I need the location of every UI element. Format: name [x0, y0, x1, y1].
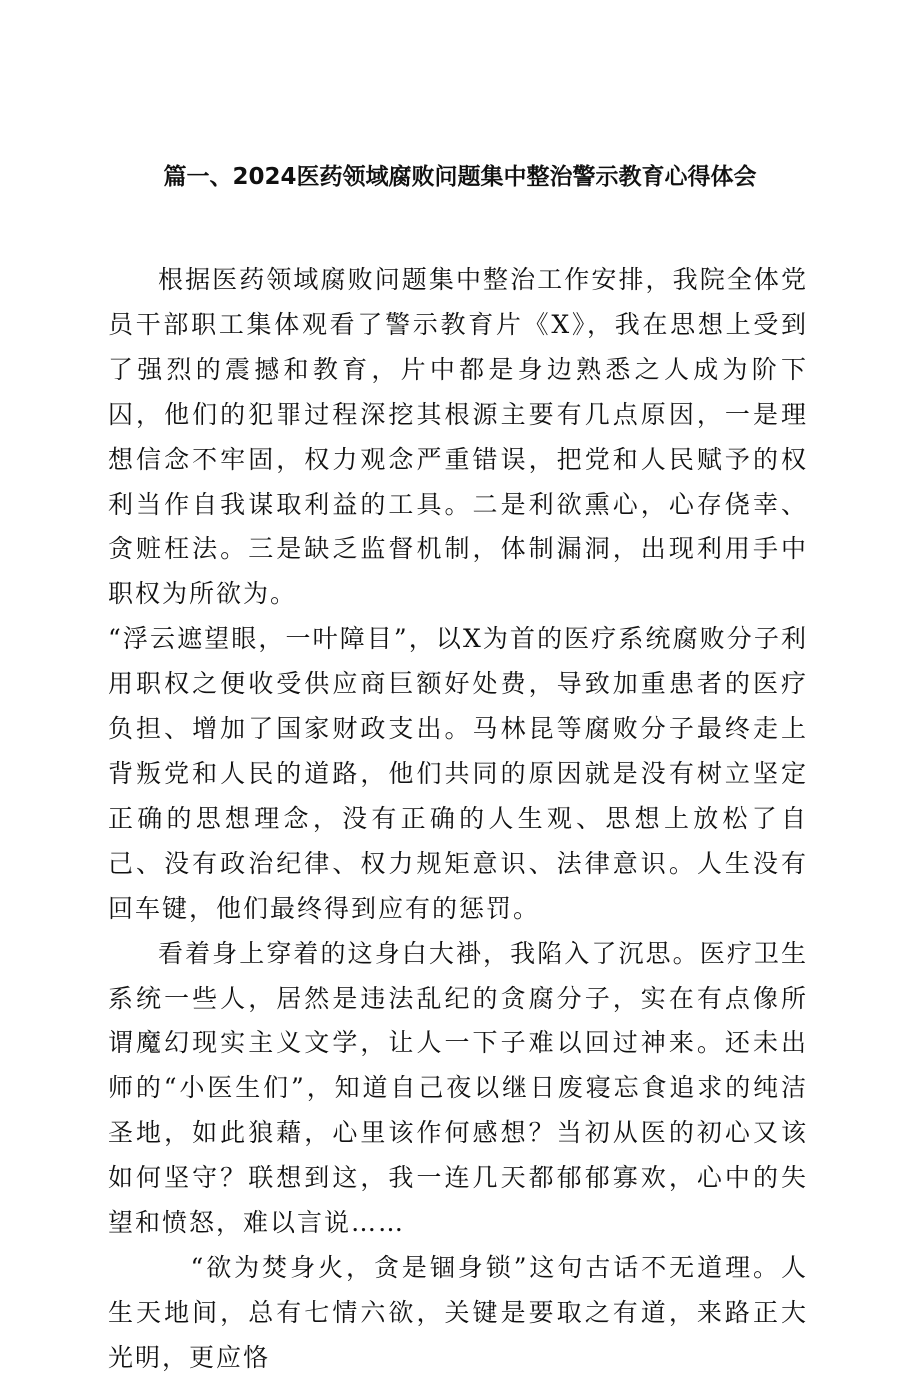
paragraph-3: 看着身上穿着的这身白大褂，我陷入了沉思。医疗卫生系统一些人，居然是违法乱纪的贪腐分子，实在有点像所谓魔幻现实主义文学，让人一下子难以回过神来。还未出师的“小医生们”，知道自己夜以继日废寝忘食追求的纯洁圣地，如此狼藉，心里该作何感想？当初从医的初心又该如何坚守？联想到这，我一连几天都郁郁寡欢，心中的失望和愤怒，难以言说……	[108, 938, 808, 1238]
paragraph-2: “浮云遮望眼，一叶障目”，以X为首的医疗系统腐败分子利用职权之便收受供应商巨额好处费，导致加重患者的医疗负担、增加了国家财政支出。马林昆等腐败分子最终走上背叛党和人民的道路，他们共同的原因就是没有树立坚定正确的思想理念，没有正确的人生观、思想上放松了自己、没有政治纪律、权力规矩意识、法律意识。人生没有回车键，他们最终得到应有的惩罚。	[108, 624, 808, 923]
document-body	[108, 258, 808, 1381]
paragraph-1: 根据医药领域腐败问题集中整治工作安排，我院全体党员干部职工集体观看了警示教育片《X》，我在思想上受到了强烈的震撼和教育，片中都是身边熟悉之人成为阶下囚，他们的犯罪过程深挖其根源主要有几点原因，一是理想信念不牢固，权力观念严重错误，把党和人民赋予的权利当作自我谋取利益的工具。二是利欲熏心，心存侥幸、贪赃枉法。三是缺乏监督机制，体制漏洞，出现利用手中职权为所欲为。	[108, 265, 808, 609]
paragraph-4: “欲为焚身火，贪是锢身锁”这句古话不无道理。人生天地间，总有七情六欲，关键是要取之有道，来路正大光明，更应恪	[108, 1252, 808, 1372]
document-title: 篇一、2024医药领域腐败问题集中整治警示教育心得体会	[163, 164, 757, 190]
